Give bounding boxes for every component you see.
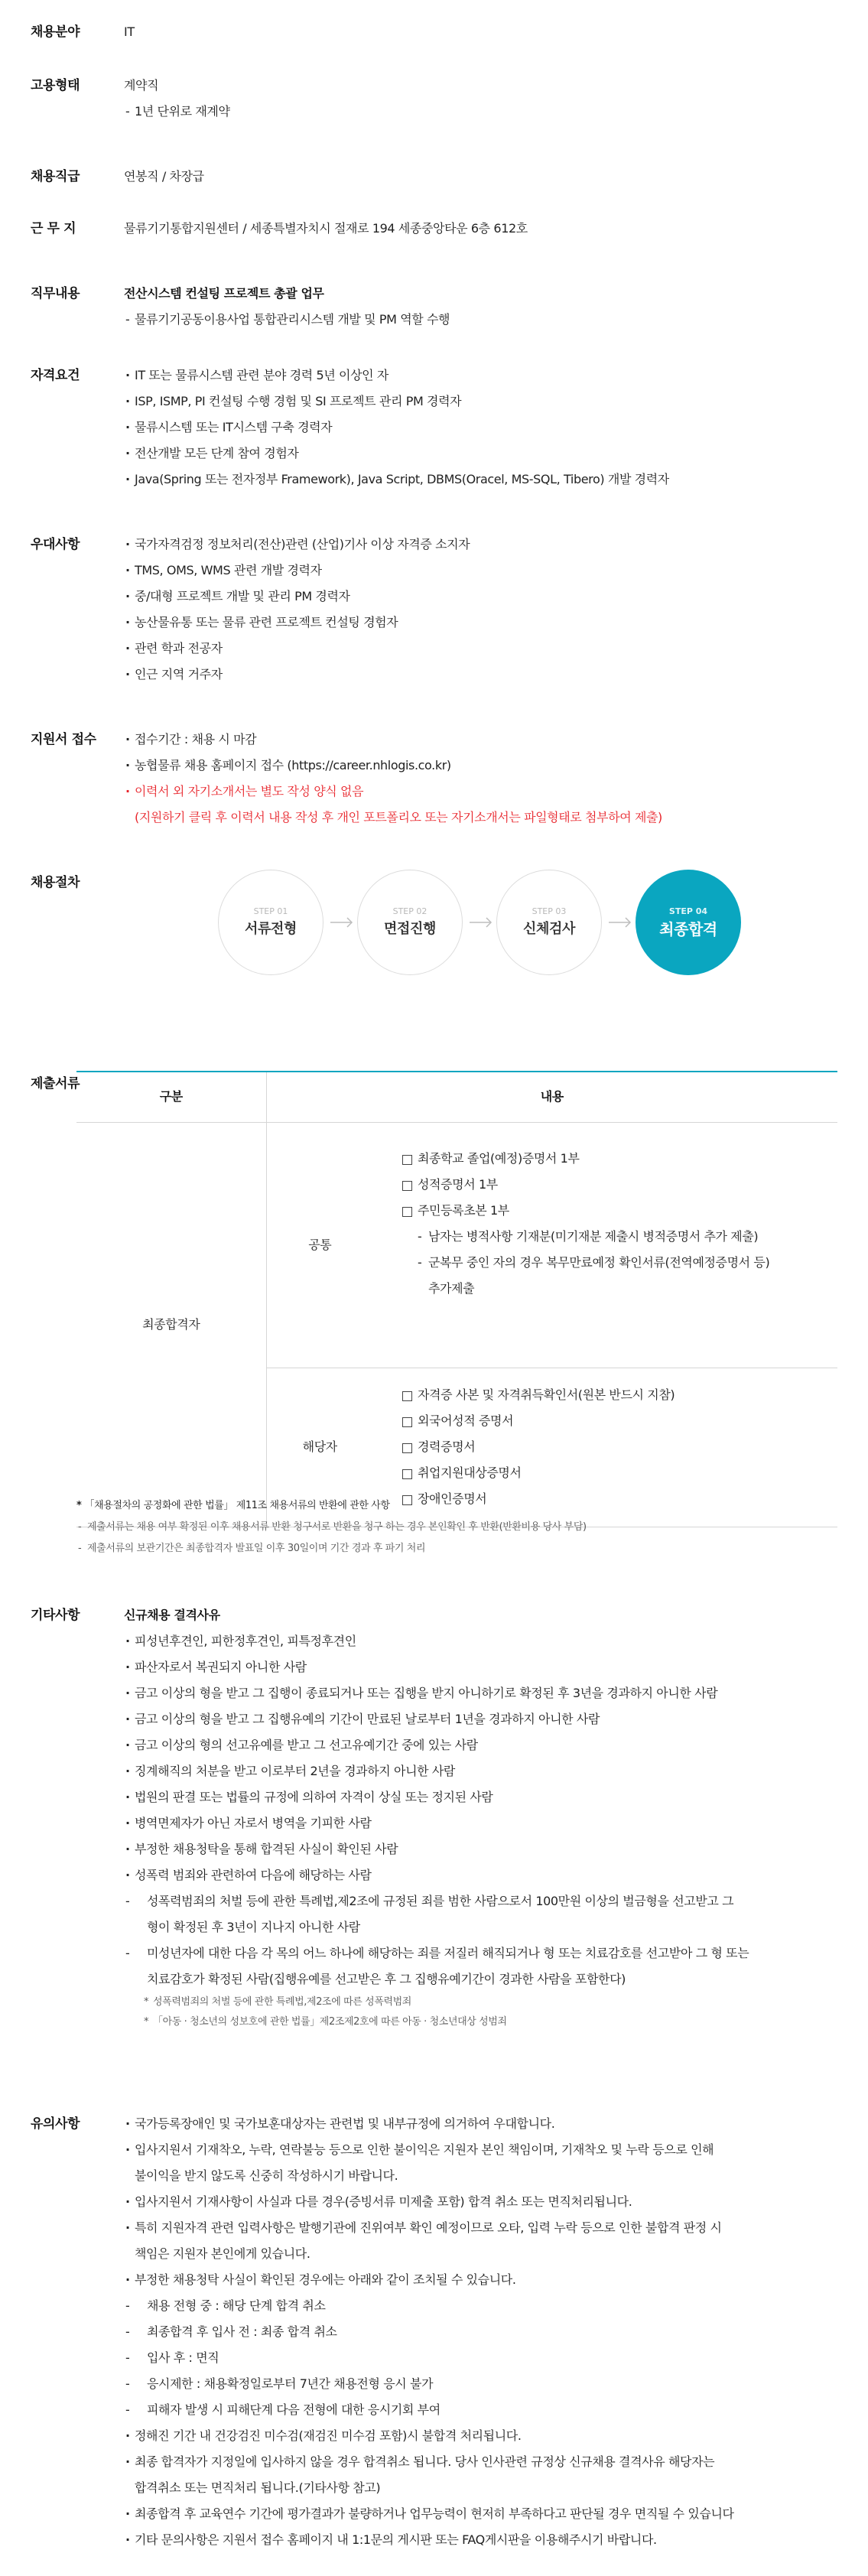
caution-item: · 기타 문의사항은 지원서 접수 홈페이지 내 1:1문의 게시판 또는 FAQ게시판을 이용해주시기 바랍니다. — [124, 2527, 835, 2553]
cautions-label: 유의사항 — [31, 2116, 80, 2132]
caution-item-continued: 책임은 지원자 본인에게 있습니다. — [135, 2246, 310, 2261]
col-content-header: 내용 — [266, 1072, 837, 1122]
document-item: 성적증명서 1부 — [401, 1172, 822, 1198]
process-step-2 — [357, 870, 463, 975]
caution-subitem: - 응시제한 : 채용확정일로부터 7년간 채용전형 응시 불가 — [124, 2371, 835, 2397]
caution-item: · 최종 합격자가 지정일에 입사하지 않을 경우 합격취소 됩니다. 당사 인사관련 규정상 신규채용 결격사유 해당자는 — [124, 2449, 835, 2475]
process-label: 채용절차 — [31, 875, 80, 890]
application-homepage-link[interactable]: · 농협물류 채용 홈페이지 접수 (https://career.nhlogis.co.kr) — [124, 753, 835, 779]
caution-item: · 입사지원서 기재사항이 사실과 다를 경우(증빙서류 미제출 포함) 합격 취소 또는 면직처리됩니다. — [124, 2189, 835, 2215]
process-step-1 — [218, 870, 323, 975]
disqualification-subitem-continued: 형이 확정된 후 3년이 지나지 아니한 사람 — [147, 1920, 360, 1934]
documents-notes — [76, 1495, 837, 1560]
document-item: 외국어성적 증명서 — [401, 1408, 822, 1434]
documents-label: 제출서류 — [31, 1076, 80, 1091]
table-row — [76, 1122, 837, 1368]
disqualification-subitem-text: 미성년자에 대한 다음 각 목의 어느 하나에 해당하는 죄를 저질러 해직되거나 형 또는 치료감호를 선고받아 그 형 또는 — [147, 1946, 749, 1960]
disqualification-item: · 파산자로서 복권되지 아니한 사람 — [124, 1654, 835, 1680]
group-cell: 최종합격자 — [76, 1122, 266, 1527]
disqualification-item: · 금고 이상의 형을 받고 그 집행유예의 기간이 만료된 날로부터 1년을 경과하지 아니한 사람 — [124, 1706, 835, 1732]
preference-item: · 관련 학과 전공자 — [124, 636, 835, 662]
employment-type-label: 고용형태 — [31, 78, 80, 93]
duty-detail: - 물류기기공동이용사업 통합관리시스템 개발 및 PM 역할 수행 — [124, 307, 835, 333]
disqualification-subitem-text: 성폭력범죄의 처벌 등에 관한 특례법,제2조에 규정된 죄를 범한 사람으로서 100만원 이상의 벌금형을 선고받고 그 — [147, 1894, 734, 1908]
caution-item: · 부정한 채용청탁 사실이 확인된 경우에는 아래와 같이 조치될 수 있습니다. — [124, 2267, 835, 2293]
preference-item: · 중/대형 프로젝트 개발 및 관리 PM 경력자 — [124, 584, 835, 610]
table-header-row — [76, 1072, 837, 1122]
preference-item: · 농산물유통 또는 물류 관련 프로젝트 컨설팅 경험자 — [124, 610, 835, 636]
position-value: 연봉직 / 차장급 — [124, 169, 204, 184]
caution-item: · 최종합격 후 교육연수 기간에 평가결과가 불량하거나 업무능력이 현저히 부족하다고 판단될 경우 면직될 수 있습니다 — [124, 2501, 835, 2527]
application-period: · 접수기간 : 채용 시 마감 — [124, 727, 835, 753]
caution-item-continued: 불이익을 받지 않도록 신중히 작성하시기 바랍니다. — [135, 2168, 398, 2183]
step-name: 신체검사 — [523, 921, 575, 937]
documents-note-title: * 「채용절차의 공정화에 관한 법률」 제11조 채용서류의 반환에 관한 사항 — [76, 1500, 390, 1511]
step-name: 면접진행 — [384, 921, 436, 937]
other-title: 신규채용 결격사유 — [124, 1608, 220, 1622]
disqualification-subitem — [124, 1888, 835, 1914]
duty-label: 직무내용 — [31, 286, 80, 301]
disqualification-subitem — [124, 1940, 835, 1966]
documents-note: - 제출서류의 보관기간은 최종합격자 발표일 이후 30일이며 기간 경과 후 파기 처리 — [76, 1538, 837, 1560]
preference-item: · 인근 지역 거주자 — [124, 662, 835, 688]
qualification-item: · 물류시스템 또는 IT시스템 구축 경력자 — [124, 415, 835, 441]
position-label: 채용직급 — [31, 169, 80, 184]
caution-item-continued: 합격취소 또는 면직처리 됩니다.(기타사항 참고) — [135, 2480, 381, 2495]
document-item: 최종학교 졸업(예정)증명서 1부 — [401, 1146, 822, 1172]
step-name: 최종합격 — [659, 920, 717, 938]
field-value: IT — [124, 24, 135, 39]
caution-subitem: - 채용 전형 중 : 해당 단계 합격 취소 — [124, 2293, 835, 2319]
caution-item: · 특히 지원자격 관련 입력사항은 발행기관에 진위여부 확인 예정이므로 오타, 입력 누락 등으로 인한 불합격 판정 시 — [124, 2215, 835, 2241]
duty-value: 전산시스템 컨설팅 프로젝트 총괄 업무 — [124, 286, 324, 301]
disqualification-item: · 법원의 판결 또는 법률의 규정에 의하여 자격이 상실 또는 정지된 사람 — [124, 1784, 835, 1810]
col-group-header: 구분 — [76, 1072, 266, 1122]
application-warning-detail: (지원하기 클릭 후 이력서 내용 작성 후 개인 포트폴리오 또는 자기소개서는 파일형태로 첨부하여 제출) — [135, 810, 662, 825]
document-subitem: - 남자는 병적사항 기재분(미기재분 제출시 병적증명서 추가 제출) — [401, 1224, 822, 1250]
preference-item: · TMS, OMS, WMS 관련 개발 경력자 — [124, 558, 835, 584]
qualifications-label: 자격요건 — [31, 368, 80, 383]
documents-note-title-text: 「채용절차의 공정화에 관한 법률」 제11조 채용서류의 반환에 관한 사항 — [84, 1500, 390, 1511]
employment-type-detail: - 1년 단위로 재계약 — [124, 99, 835, 125]
caution-subitem: - 최종합격 후 입사 전 : 최종 합격 취소 — [124, 2319, 835, 2345]
disqualification-item: · 금고 이상의 형의 선고유예를 받고 그 선고유예기간 중에 있는 사람 — [124, 1732, 835, 1758]
common-label-cell: 공통 — [266, 1122, 373, 1368]
disqualification-item: · 부정한 채용청탁을 통해 합격된 사실이 확인된 사람 — [124, 1836, 835, 1862]
disqualification-item: · 성폭력 범죄와 관련하여 다음에 해당하는 사람 — [124, 1862, 835, 1888]
process-steps — [218, 870, 738, 977]
location-value: 물류기기통합지원센터 / 세종특별자치시 절재로 194 세종중앙타운 6층 612호 — [124, 221, 528, 236]
qualification-item: · IT 또는 물류시스템 관련 분야 경력 5년 이상인 자 — [124, 363, 835, 389]
document-item: 취업지원대상증명서 — [401, 1460, 822, 1486]
qualification-item: · ISP, ISMP, PI 컨설팅 수행 경험 및 SI 프로젝트 관리 PM 경력자 — [124, 389, 835, 415]
arrow-right-icon — [329, 915, 355, 930]
caution-item: · 정해진 기간 내 건강검진 미수검(재검진 미수검 포함)시 불합격 처리됩니다. — [124, 2423, 835, 2449]
application-label: 지원서 접수 — [31, 732, 96, 747]
document-item: 자격증 사본 및 자격취득확인서(원본 반드시 지참) — [401, 1382, 822, 1408]
process-step-3 — [496, 870, 602, 975]
documents-table — [76, 1071, 837, 1527]
other-label: 기타사항 — [31, 1608, 80, 1623]
process-step-4 — [636, 870, 741, 975]
application-warning: · 이력서 외 자기소개서는 별도 작성 양식 없음 — [124, 779, 835, 805]
section-process — [0, 870, 868, 992]
document-subitem-continued: 추가제출 — [428, 1280, 475, 1296]
applicable-label-cell: 해당자 — [266, 1368, 373, 1527]
arrow-right-icon — [607, 915, 633, 930]
preferences-label: 우대사항 — [31, 537, 80, 552]
document-subitem: - 군복무 중인 자의 경우 복무만료예정 확인서류(전역예정증명서 등) — [401, 1250, 822, 1276]
step-number: STEP 02 — [392, 906, 427, 916]
disqualification-note: * 성폭력범죄의 처벌 등에 관한 특례법,제2조에 따른 성폭력범죄 — [124, 1992, 835, 2012]
disqualification-item: · 피성년후견인, 피한정후견인, 피특정후견인 — [124, 1628, 835, 1654]
document-item: 장애인증명서 — [401, 1486, 822, 1512]
disqualification-note: * 「아동 · 청소년의 성보호에 관한 법률」제2조제2호에 따른 아동 · 청소년대상 성범죄 — [124, 2012, 835, 2032]
step-name: 서류전형 — [245, 921, 297, 937]
field-label: 채용분야 — [31, 24, 80, 40]
employment-type-value: 계약직 — [124, 78, 159, 93]
disqualification-item: · 징계해직의 처분을 받고 이로부터 2년을 경과하지 아니한 사람 — [124, 1758, 835, 1784]
documents-note: - 제출서류는 채용 여부 확정된 이후 채용서류 반환 청구서로 반환을 청구 하는 경우 본인확인 후 반환(반환비용 당사 부담) — [76, 1517, 837, 1538]
step-number: STEP 03 — [532, 906, 567, 916]
qualification-item: · Java(Spring 또는 전자정부 Framework), Java Script, DBMS(Oracel, MS-SQL, Tibero) 개발 경력자 — [124, 467, 835, 493]
section-documents — [0, 1071, 868, 1591]
location-label: 근 무 지 — [31, 221, 76, 236]
document-item: 주민등록초본 1부 — [401, 1198, 822, 1224]
document-item: 경력증명서 — [401, 1434, 822, 1460]
step-number: STEP 01 — [253, 906, 288, 916]
step-number: STEP 04 — [668, 906, 708, 916]
disqualification-subitem-continued: 치료감호가 확정된 사람(집행유예를 선고받은 후 그 집행유예기간이 경과한 사람을 포함한다) — [147, 1972, 626, 1986]
caution-item: · 입사지원서 기재착오, 누락, 연락불능 등으로 인한 불이익은 지원자 본인 책임이며, 기재착오 및 누락 등으로 인해 — [124, 2137, 835, 2163]
disqualification-item: · 금고 이상의 형을 받고 그 집행이 종료되거나 또는 집행을 받지 아니하기로 확정된 후 3년을 경과하지 아니한 사람 — [124, 1680, 835, 1706]
preference-item: · 국가자격검정 정보처리(전산)관련 (산업)기사 이상 자격증 소지자 — [124, 532, 835, 558]
caution-item: · 국가등록장애인 및 국가보훈대상자는 관련법 및 내부규정에 의거하여 우대합니다. — [124, 2111, 835, 2137]
qualification-item: · 전산개발 모든 단계 참여 경험자 — [124, 441, 835, 467]
arrow-right-icon — [468, 915, 494, 930]
caution-subitem: - 입사 후 : 면직 — [124, 2345, 835, 2371]
disqualification-item: · 병역면제자가 아닌 자로서 병역을 기피한 사람 — [124, 1810, 835, 1836]
caution-subitem: - 피해자 발생 시 피해단계 다음 전형에 대한 응시기회 부여 — [124, 2397, 835, 2423]
